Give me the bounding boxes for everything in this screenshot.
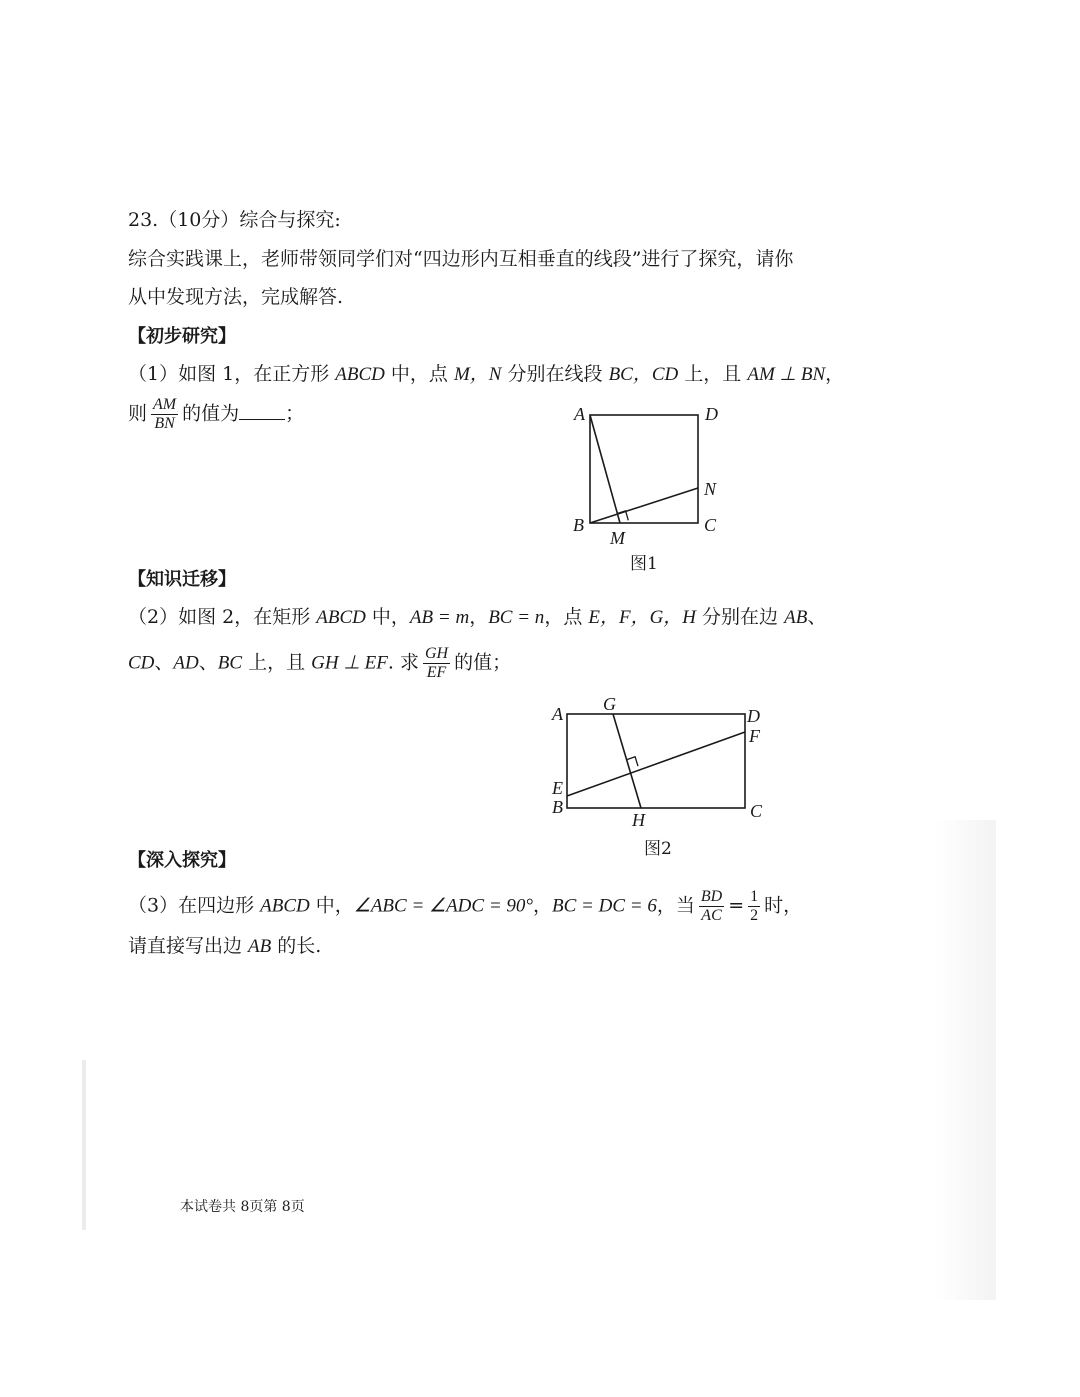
question-intro-line2: 从中发现方法，完成解答.: [128, 286, 344, 308]
figure2-caption: 图2: [644, 839, 672, 859]
section-title-part1: 【初步研究】: [128, 326, 236, 347]
part2-line1: （2）如图 2，在矩形 ABCD 中，AB = m，BC = n，点 E，F，G，H 分别在边 AB、: [128, 606, 827, 628]
label-d: D: [747, 706, 760, 726]
part1-line2: 则 $\frac{AM}{BN}$ 的值为 ；: [128, 396, 305, 432]
label-g: G: [603, 694, 616, 714]
label-e: E: [552, 778, 563, 798]
scan-shadow: [936, 820, 996, 1300]
label-m: M: [610, 528, 625, 548]
segment-ef: [567, 732, 745, 796]
segment-am: [590, 415, 620, 523]
figure1-caption: 图1: [630, 554, 658, 574]
label-b: B: [573, 515, 584, 535]
section-title-part3: 【深入探究】: [128, 850, 236, 871]
square-abcd: [590, 415, 698, 523]
label-d: D: [705, 404, 718, 424]
figure2-rectangle-diagram: [540, 690, 780, 865]
label-h: H: [632, 810, 645, 830]
question-header: 23.（10分）综合与探究:: [128, 209, 341, 231]
fraction-gh-ef: $\frac{GH}{EF}$: [424, 645, 449, 681]
label-b: B: [552, 797, 563, 817]
label-c: C: [704, 515, 717, 535]
label-a: A: [552, 704, 563, 724]
label-c: C: [750, 801, 763, 821]
fraction-am-bn: $\frac{AM}{BN}$: [153, 396, 177, 432]
rectangle-abcd: [567, 714, 745, 808]
part2-line2: CD、AD、BC 上，且 GH ⊥ EF. 求 $\frac{GH}{EF}$ 的值；: [128, 645, 512, 681]
scan-edge: [82, 1060, 86, 1230]
segment-bn: [590, 488, 698, 523]
part3-line1: （3）在四边形 ABCD 中，∠ABC = ∠ADC = 90°，BC = DC = 6，当 $\frac{BD}{AC}$ = $\frac{1}{2}$ 时，: [128, 888, 803, 924]
fraction-one-half: $\frac{1}{2}$: [750, 888, 759, 924]
part1-line1: （1）如图 1，在正方形 ABCD 中，点 M，N 分别在线段 BC，CD 上，且 AM ⊥ BN，: [128, 363, 845, 385]
answer-blank[interactable]: [239, 401, 285, 420]
label-n: N: [704, 479, 717, 499]
part3-line2: 请直接写出边 AB 的长.: [128, 935, 322, 957]
fraction-bd-ac: $\frac{BD}{AC}$: [700, 888, 723, 924]
label-f: F: [749, 726, 760, 746]
figure1-square-diagram: [560, 395, 740, 580]
label-a: A: [574, 404, 585, 424]
section-title-part2: 【知识迁移】: [128, 569, 236, 590]
page-footer: 本试卷共 8页第 8页: [180, 1199, 305, 1215]
question-intro-line1: 综合实践课上，老师带领同学们对“四边形内互相垂直的线段”进行了探究，请你: [128, 248, 794, 270]
